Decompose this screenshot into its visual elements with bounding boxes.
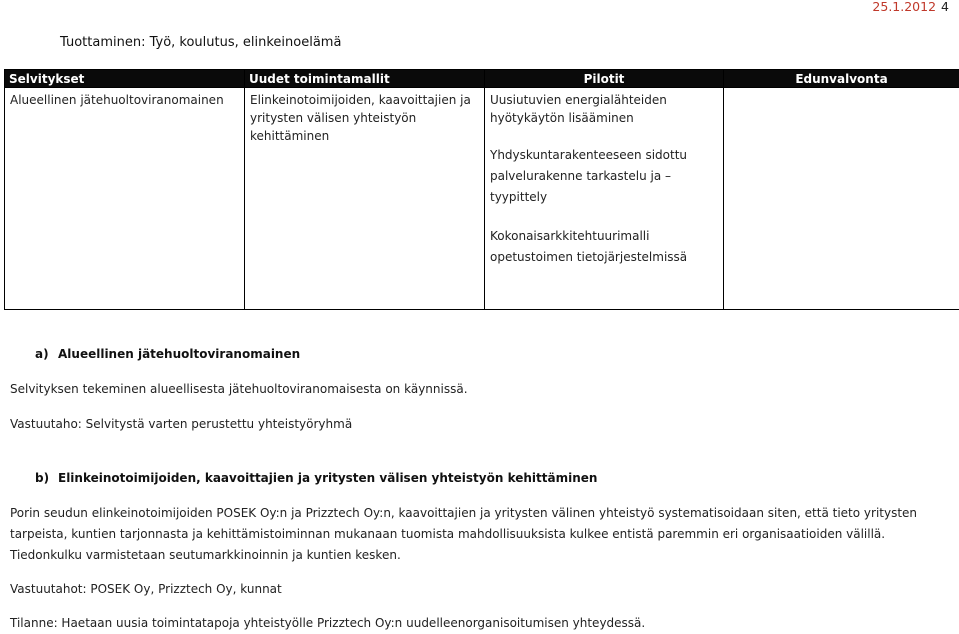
section-a-responsible: Vastuutaho: Selvitystä varten perustettu yhteistyöryhmä	[10, 414, 945, 435]
plan-table	[4, 69, 959, 310]
section-b-responsible: Vastuutahot: POSEK Oy, Prizztech Oy, kunnat	[10, 579, 945, 600]
column-header-selvitykset: Selvitykset	[5, 70, 245, 88]
pilot-item: Uusiutuvien energialähteiden hyötykäytön lisääminen	[490, 91, 719, 127]
column-header-edunvalvonta: Edunvalvonta	[724, 70, 959, 88]
section-letter: b)	[35, 471, 58, 485]
page-number: 4	[941, 0, 949, 14]
cell-selvitykset: Alueellinen jätehuoltoviranomainen	[5, 88, 245, 310]
section-b-heading: b) Elinkeinotoimijoiden, kaavoittajien ja yritysten välisen yhteistyön kehittäminen	[35, 471, 597, 485]
column-header-uudet-toimintamallit: Uudet toimintamallit	[245, 70, 485, 88]
section-a-heading: a) Alueellinen jätehuoltoviranomainen	[35, 347, 300, 361]
section-b-text: Porin seudun elinkeinotoimijoiden POSEK Oy:n ja Prizztech Oy:n, kaavoittajien ja yritysten välinen yhteistyö systematisoidaan siten, että tieto yritysten tarpeista, kuntien tarjonnasta ja kehittämistoiminnan mukanaan tuomista mahdollisuuksista kulkee entistä paremmin eri organisaatioiden välillä. Tiedonkulku varmistetaan seutumarkkinoinnin ja kuntien kesken.	[10, 503, 945, 566]
table-header-row	[5, 70, 959, 88]
section-b-status: Tilanne: Haetaan uusia toimintatapoja yhteistyölle Prizztech Oy:n uudelleenorganisoitumisen yhteydessä.	[10, 613, 945, 634]
pilot-item: Yhdyskuntarakenteeseen sidottu palvelurakenne tarkastelu ja –tyypittely	[490, 145, 719, 208]
section-letter: a)	[35, 347, 58, 361]
cell-pilotit	[485, 88, 724, 310]
document-date: 25.1.2012 4	[872, 0, 949, 14]
table-row	[5, 88, 959, 310]
cell-edunvalvonta	[724, 88, 959, 310]
cell-uudet-toimintamallit: Elinkeinotoimijoiden, kaavoittajien ja yritysten välisen yhteistyön kehittäminen	[245, 88, 485, 310]
column-header-pilotit: Pilotit	[485, 70, 724, 88]
document-title: Tuottaminen: Työ, koulutus, elinkeinoelämä	[60, 35, 341, 50]
pilot-item: Kokonaisarkkitehtuurimalli opetustoimen tietojärjestelmissä	[490, 226, 719, 268]
section-a-text: Selvityksen tekeminen alueellisesta jätehuoltoviranomaisesta on käynnissä.	[10, 379, 945, 400]
